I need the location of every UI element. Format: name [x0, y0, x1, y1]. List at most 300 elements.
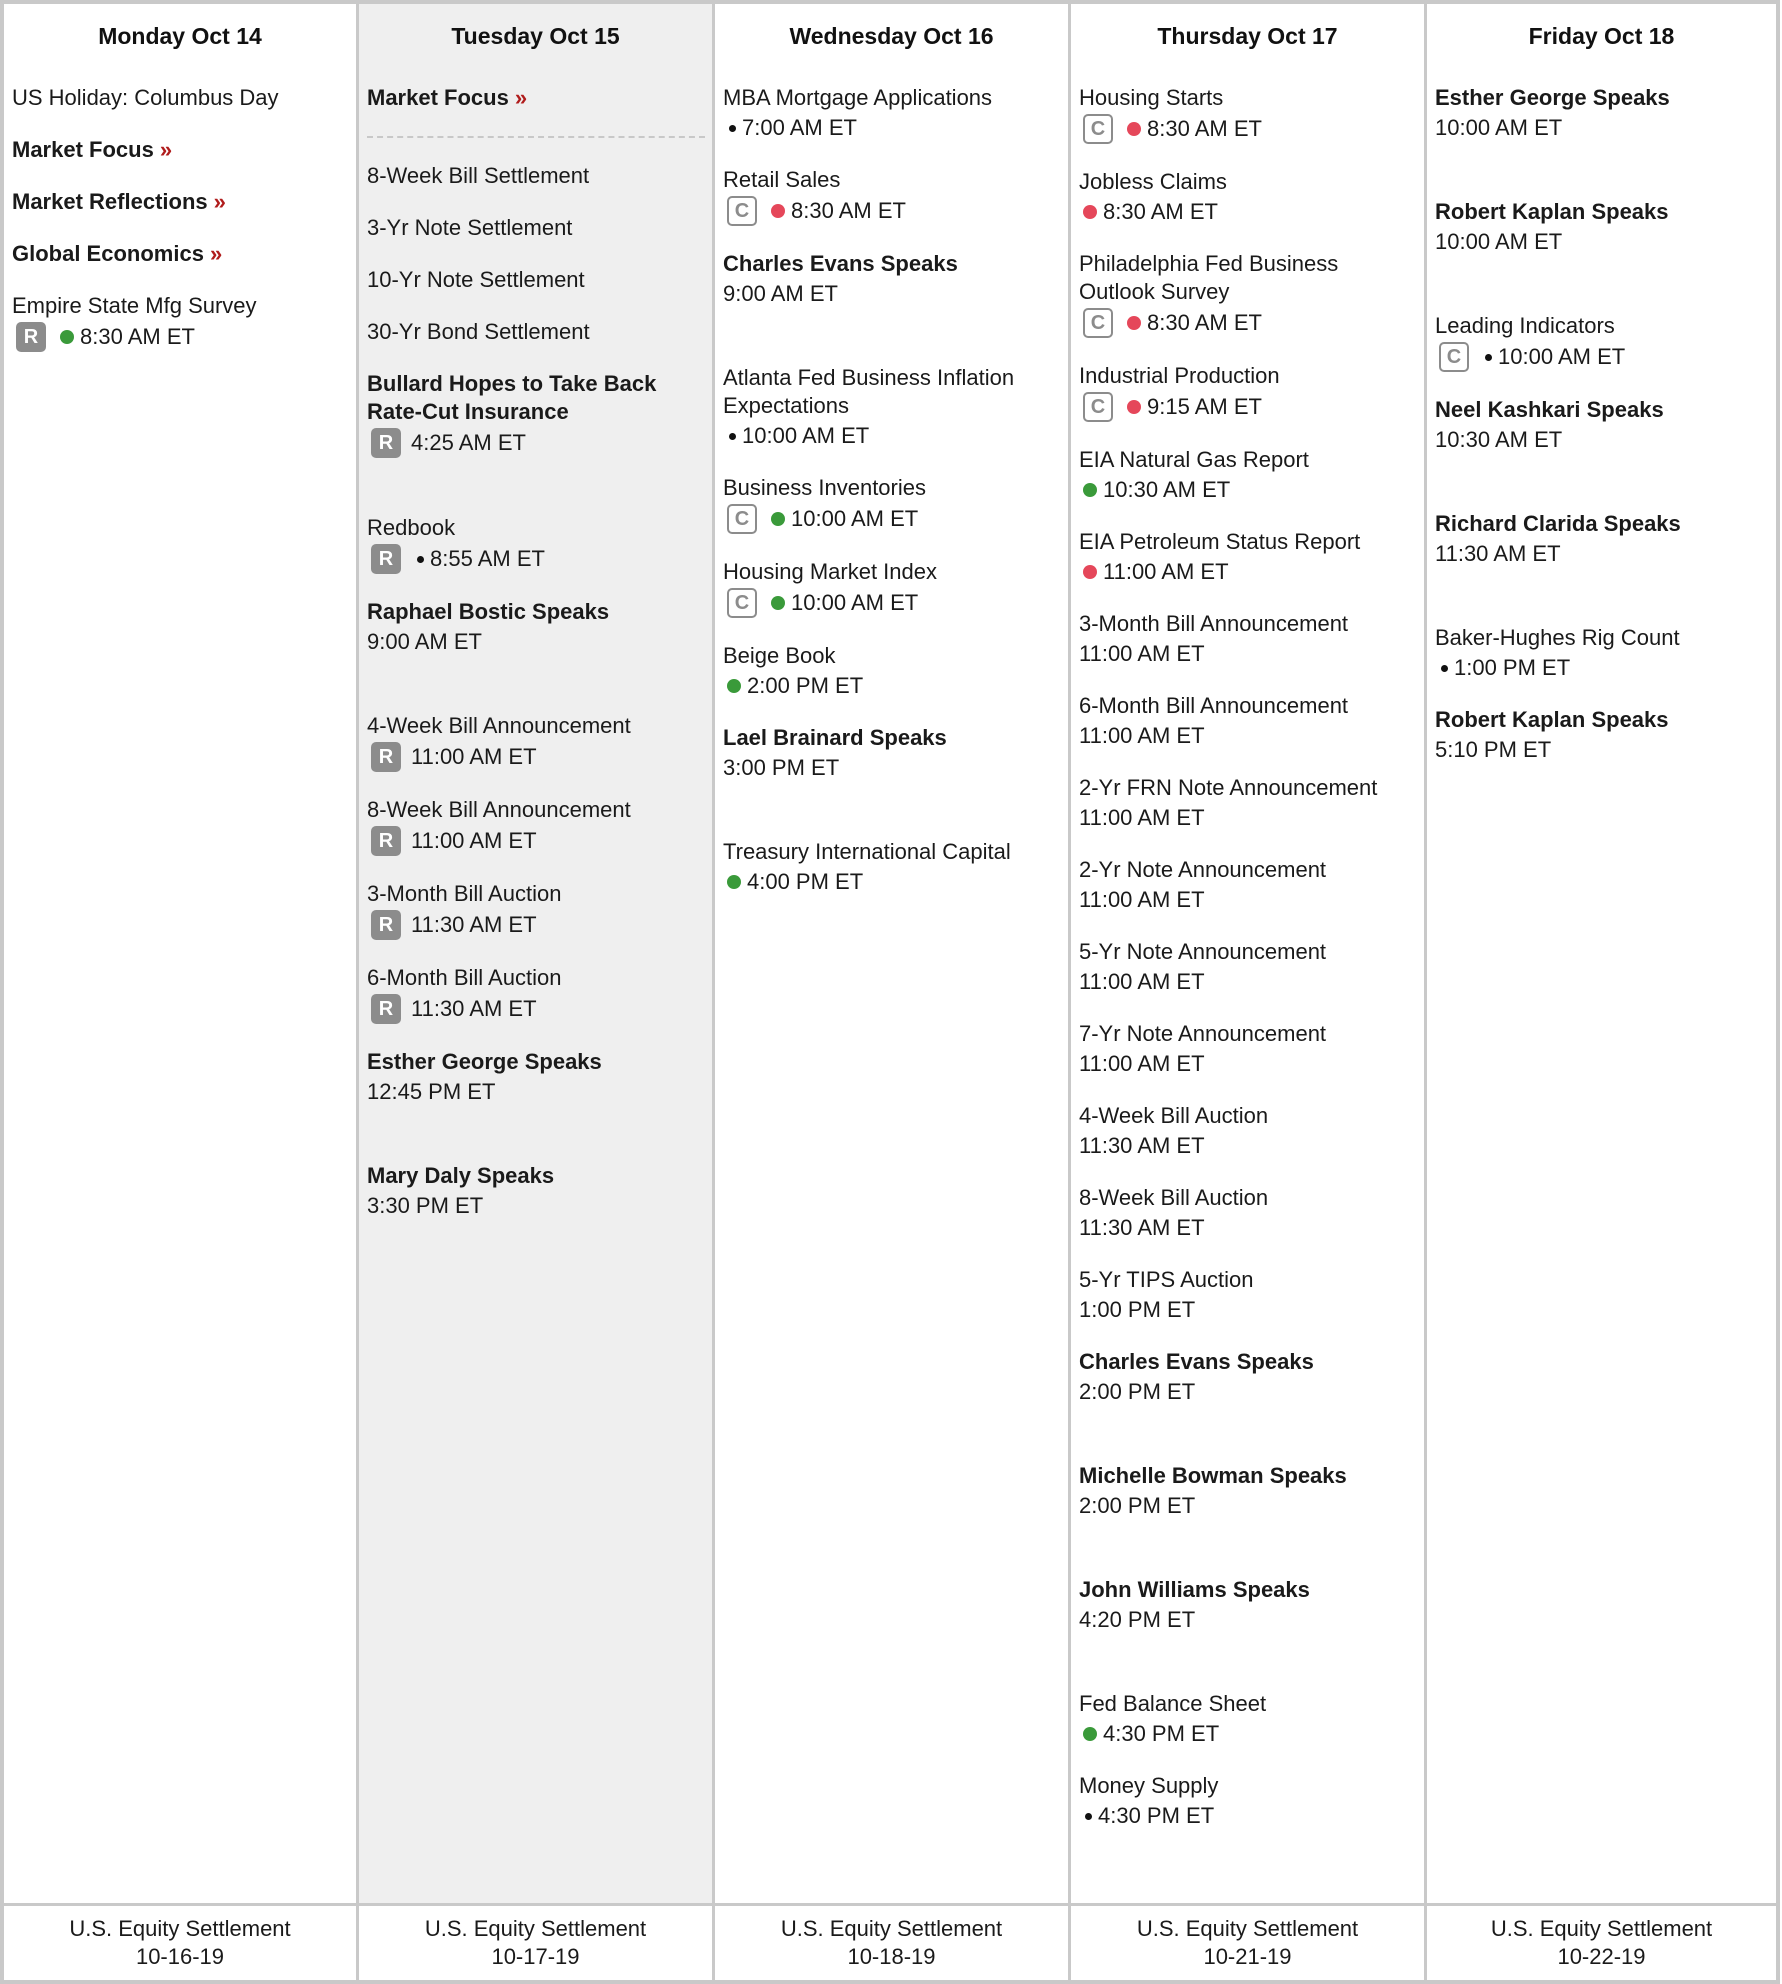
consensus-badge-icon[interactable]: C — [727, 588, 757, 618]
event-time: 4:20 PM ET — [1079, 1607, 1196, 1632]
consensus-badge-icon[interactable]: C — [1083, 114, 1113, 144]
event-time-row — [1435, 654, 1769, 682]
calendar-event[interactable] — [367, 964, 705, 1024]
day-header: Thursday Oct 17 — [1071, 0, 1424, 68]
event-title-text: EIA Natural Gas Report — [1079, 447, 1309, 472]
calendar-event[interactable] — [367, 318, 705, 346]
calendar-event[interactable] — [1079, 1348, 1417, 1406]
event-title-text: 7-Yr Note Announcement — [1079, 1021, 1327, 1046]
event-time-row — [723, 672, 1061, 700]
calendar-event[interactable] — [367, 796, 705, 856]
event-title — [1435, 396, 1769, 424]
event-title-text: Esther George Speaks — [1435, 85, 1670, 110]
event-time: 10:00 AM ET — [1498, 344, 1626, 369]
event-title — [1435, 198, 1769, 226]
event-time-row — [1079, 558, 1417, 586]
event-title-text: 8-Week Bill Announcement — [367, 797, 631, 822]
event-time: 4:00 PM ET — [747, 869, 864, 894]
green-dot-icon — [1083, 483, 1097, 497]
event-title — [367, 712, 705, 740]
calendar-event[interactable] — [1435, 624, 1769, 682]
calendar-event[interactable] — [1079, 938, 1417, 996]
event-title-text: 2-Yr FRN Note Announcement — [1079, 775, 1378, 800]
event-title-text: Charles Evans Speaks — [1079, 1349, 1314, 1374]
event-title — [723, 84, 1061, 112]
settlement-date: 10-21-19 — [1203, 1944, 1292, 1969]
event-title — [1079, 774, 1417, 802]
event-time: 10:30 AM ET — [1103, 477, 1231, 502]
event-time-row — [1079, 886, 1417, 914]
event-title-text: 8-Week Bill Auction — [1079, 1185, 1269, 1210]
calendar-event[interactable] — [1079, 250, 1417, 338]
calendar-event[interactable] — [1079, 84, 1417, 144]
event-time: 8:30 AM ET — [1147, 116, 1262, 141]
event-title-text: 4-Week Bill Auction — [1079, 1103, 1269, 1128]
settlement-date: 10-17-19 — [491, 1944, 580, 1969]
event-title — [367, 162, 705, 190]
green-dot-icon — [727, 875, 741, 889]
event-title[interactable] — [12, 188, 349, 216]
red-dot-icon — [1127, 122, 1141, 136]
event-time-row — [723, 588, 1061, 618]
calendar-event[interactable] — [367, 214, 705, 242]
calendar-event[interactable] — [1435, 706, 1769, 764]
event-time: 10:00 AM ET — [791, 590, 919, 615]
event-time-row — [1079, 308, 1417, 338]
event-time-row — [1079, 1378, 1417, 1406]
event-title — [1435, 706, 1769, 734]
event-title — [367, 1162, 705, 1190]
double-chevron-right-icon: » — [213, 189, 226, 214]
event-time: 8:55 AM ET — [430, 546, 545, 571]
event-time: 7:00 AM ET — [742, 115, 857, 140]
event-title-text: 30-Yr Bond Settlement — [367, 319, 590, 344]
calendar-event[interactable] — [367, 370, 705, 458]
black-dot-icon — [417, 556, 424, 563]
day-header: Tuesday Oct 15 — [359, 0, 712, 68]
event-time-row — [1079, 476, 1417, 504]
calendar-event[interactable] — [1079, 1102, 1417, 1160]
event-title — [1079, 1690, 1417, 1718]
event-time-row — [367, 544, 705, 574]
event-time: 12:45 PM ET — [367, 1079, 496, 1104]
event-title-text: Jobless Claims — [1079, 169, 1227, 194]
event-time: 4:25 AM ET — [411, 430, 526, 455]
event-title-text: EIA Petroleum Status Report — [1079, 529, 1361, 554]
event-time-row — [1079, 640, 1417, 668]
event-time-row — [1079, 804, 1417, 832]
event-time-row — [1079, 968, 1417, 996]
calendar-event[interactable] — [367, 514, 705, 574]
event-time: 2:00 PM ET — [1079, 1379, 1196, 1404]
event-title-text: Robert Kaplan Speaks — [1435, 707, 1669, 732]
event-title — [1079, 610, 1417, 638]
event-title-text: Market Focus — [12, 137, 154, 162]
day-events — [4, 68, 356, 1903]
event-title-text: Charles Evans Speaks — [723, 251, 958, 276]
event-time-row — [1079, 392, 1417, 422]
event-time-row — [1079, 722, 1417, 750]
event-time-row — [1435, 736, 1769, 764]
event-time: 9:00 AM ET — [723, 281, 838, 306]
event-title — [1079, 168, 1417, 196]
calendar-event[interactable] — [1079, 1690, 1417, 1748]
event-time-row — [1079, 198, 1417, 226]
red-dot-icon — [1127, 316, 1141, 330]
event-title-text: Treasury International Capital — [723, 839, 1011, 864]
event-time-row — [1079, 1492, 1417, 1520]
event-title[interactable] — [367, 84, 705, 112]
event-title — [367, 514, 705, 542]
event-title-text: 3-Month Bill Announcement — [1079, 611, 1349, 636]
day-column-wednesday-oct-16 — [712, 0, 1068, 1984]
calendar-event[interactable] — [1079, 168, 1417, 226]
event-title-text: US Holiday: Columbus Day — [12, 85, 279, 110]
calendar-event[interactable] — [1435, 84, 1769, 142]
event-title — [367, 266, 705, 294]
green-dot-icon — [1083, 1727, 1097, 1741]
event-title — [1079, 528, 1417, 556]
event-title — [12, 292, 349, 320]
day-column-friday-oct-18 — [1424, 0, 1780, 1984]
event-time: 9:00 AM ET — [367, 629, 482, 654]
double-chevron-right-icon: » — [159, 137, 173, 162]
event-title-text: 4-Week Bill Announcement — [367, 713, 631, 738]
event-title-text: 6-Month Bill Auction — [367, 965, 562, 990]
event-time: 9:15 AM ET — [1147, 394, 1262, 419]
event-time-row — [723, 280, 1061, 308]
day-header: Wednesday Oct 16 — [715, 0, 1068, 68]
event-title-text: Housing Market Index — [723, 559, 937, 584]
event-title-text: Business Inventories — [723, 475, 926, 500]
consensus-badge-icon[interactable]: C — [1083, 392, 1113, 422]
calendar-event[interactable] — [1079, 1266, 1417, 1324]
event-time: 10:00 AM ET — [1435, 229, 1563, 254]
event-time-row — [723, 196, 1061, 226]
event-time-row — [1079, 1050, 1417, 1078]
event-title — [1079, 856, 1417, 884]
event-time: 11:00 AM ET — [1103, 559, 1229, 584]
event-time: 11:30 AM ET — [1435, 541, 1561, 566]
calendar-event[interactable] — [367, 1162, 705, 1220]
consensus-badge-icon[interactable]: C — [1439, 342, 1469, 372]
event-title-text: Richard Clarida Speaks — [1435, 511, 1681, 536]
calendar-event[interactable] — [1079, 1772, 1417, 1830]
calendar-event[interactable] — [12, 292, 349, 352]
event-title-text: Baker-Hughes Rig Count — [1435, 625, 1680, 650]
equity-settlement-footer — [1427, 1903, 1776, 1984]
red-dot-icon — [1083, 205, 1097, 219]
event-time: 10:00 AM ET — [1435, 115, 1563, 140]
event-title — [723, 364, 1061, 420]
day-header: Monday Oct 14 — [4, 0, 356, 68]
event-time-row — [1079, 1296, 1417, 1324]
settlement-date: 10-22-19 — [1557, 1944, 1646, 1969]
equity-settlement-footer — [359, 1903, 712, 1984]
nav-link-market-reflections[interactable] — [12, 188, 349, 216]
event-title-text: 8-Week Bill Settlement — [367, 163, 590, 188]
event-time: 3:00 PM ET — [723, 755, 840, 780]
calendar-event[interactable] — [1079, 610, 1417, 668]
event-time: 11:00 AM ET — [411, 828, 537, 853]
event-title-text: 6-Month Bill Announcement — [1079, 693, 1349, 718]
calendar-event[interactable] — [1079, 528, 1417, 586]
event-time-row — [1435, 228, 1769, 256]
black-dot-icon — [1441, 665, 1448, 672]
event-title-text: Fed Balance Sheet — [1079, 1691, 1267, 1716]
event-time-row — [367, 910, 705, 940]
day-events — [715, 68, 1068, 1903]
event-title-text: Robert Kaplan Speaks — [1435, 199, 1669, 224]
event-title[interactable] — [12, 136, 349, 164]
event-title-text: 3-Month Bill Auction — [367, 881, 562, 906]
event-time: 8:30 AM ET — [80, 324, 195, 349]
calendar-event[interactable] — [1079, 1576, 1417, 1634]
nav-link-global-economics[interactable] — [12, 240, 349, 268]
event-time: 4:30 PM ET — [1098, 1803, 1215, 1828]
revised-badge-icon[interactable]: R — [371, 994, 401, 1024]
event-title — [1079, 84, 1417, 112]
event-title — [367, 796, 705, 824]
event-time: 11:30 AM ET — [411, 912, 537, 937]
event-time-row — [723, 868, 1061, 896]
event-time: 11:00 AM ET — [1079, 641, 1205, 666]
event-title-text: Beige Book — [723, 643, 836, 668]
event-title — [367, 598, 705, 626]
event-title — [1079, 1020, 1417, 1048]
calendar-event[interactable] — [1079, 1184, 1417, 1242]
calendar-event[interactable] — [367, 712, 705, 772]
event-title-text: Retail Sales — [723, 167, 841, 192]
event-title — [367, 318, 705, 346]
nav-link-market-focus[interactable] — [12, 136, 349, 164]
event-time: 11:00 AM ET — [1079, 1051, 1205, 1076]
day-column-monday-oct-14 — [0, 0, 356, 1984]
settlement-date: 10-18-19 — [847, 1944, 936, 1969]
event-title-text: 5-Yr TIPS Auction — [1079, 1267, 1254, 1292]
calendar-event[interactable] — [723, 84, 1061, 142]
event-time-row — [367, 428, 705, 458]
settlement-label: U.S. Equity Settlement — [1136, 1916, 1359, 1941]
settlement-label: U.S. Equity Settlement — [1490, 1916, 1713, 1941]
event-time: 3:30 PM ET — [367, 1193, 484, 1218]
calendar-event[interactable] — [1435, 198, 1769, 256]
event-title-text: Atlanta Fed Business Inflation Expectations — [723, 365, 1015, 418]
event-time: 2:00 PM ET — [747, 673, 864, 698]
event-time: 10:00 AM ET — [791, 506, 919, 531]
calendar-event[interactable] — [12, 84, 349, 112]
day-column-thursday-oct-17 — [1068, 0, 1424, 1984]
event-time-row — [1079, 1214, 1417, 1242]
equity-settlement-footer — [1071, 1903, 1424, 1984]
event-time-row — [367, 994, 705, 1024]
event-title-text: Leading Indicators — [1435, 313, 1615, 338]
double-chevron-right-icon: » — [514, 85, 528, 110]
calendar-event[interactable] — [367, 1048, 705, 1106]
calendar-event[interactable] — [367, 266, 705, 294]
revised-badge-icon[interactable]: R — [371, 910, 401, 940]
calendar-event[interactable] — [723, 642, 1061, 700]
event-time: 8:30 AM ET — [791, 198, 906, 223]
event-time: 11:00 AM ET — [1079, 887, 1205, 912]
event-title — [367, 214, 705, 242]
day-column-tuesday-oct-15 — [356, 0, 712, 1984]
event-time-row — [12, 322, 349, 352]
revised-badge-icon[interactable]: R — [371, 544, 401, 574]
event-title — [1435, 312, 1769, 340]
event-time-row — [1079, 1720, 1417, 1748]
event-time-row — [1435, 426, 1769, 454]
event-title — [367, 964, 705, 992]
calendar-event[interactable] — [1079, 1020, 1417, 1078]
event-time: 1:00 PM ET — [1079, 1297, 1196, 1322]
event-title-text: Money Supply — [1079, 1773, 1219, 1798]
event-time: 10:00 AM ET — [742, 423, 870, 448]
event-title-text: Industrial Production — [1079, 363, 1280, 388]
event-time: 8:30 AM ET — [1103, 199, 1218, 224]
calendar-event[interactable] — [1079, 856, 1417, 914]
day-events — [359, 68, 712, 1903]
event-title-text: Empire State Mfg Survey — [12, 293, 257, 318]
event-title — [1079, 446, 1417, 474]
calendar-event[interactable] — [367, 598, 705, 656]
calendar-event[interactable] — [723, 724, 1061, 782]
event-time-row — [367, 1192, 705, 1220]
event-title — [1079, 1576, 1417, 1604]
calendar-event[interactable] — [1435, 510, 1769, 568]
event-title-text: Mary Daly Speaks — [367, 1163, 555, 1188]
event-title-text: Philadelphia Fed Business Outlook Survey — [1079, 251, 1339, 304]
calendar-event[interactable] — [1079, 446, 1417, 504]
event-time: 8:30 AM ET — [1147, 310, 1262, 335]
event-title — [1079, 362, 1417, 390]
event-time-row — [367, 826, 705, 856]
event-title — [1435, 510, 1769, 538]
event-title — [1079, 938, 1417, 966]
consensus-badge-icon[interactable]: C — [727, 196, 757, 226]
event-time-row — [723, 754, 1061, 782]
event-title — [1079, 250, 1417, 306]
event-title — [1079, 1772, 1417, 1800]
event-time-row — [367, 628, 705, 656]
event-time-row — [1079, 114, 1417, 144]
event-time-row — [367, 742, 705, 772]
calendar-event[interactable] — [723, 364, 1061, 450]
calendar-event[interactable] — [723, 250, 1061, 308]
event-time: 11:30 AM ET — [1079, 1133, 1205, 1158]
event-title-text: Bullard Hopes to Take Back Rate-Cut Insurance — [367, 371, 657, 424]
revised-badge-icon[interactable]: R — [16, 322, 46, 352]
event-title — [367, 1048, 705, 1076]
calendar-event[interactable] — [1079, 362, 1417, 422]
event-time-row — [367, 1078, 705, 1106]
double-chevron-right-icon: » — [209, 241, 223, 266]
revised-badge-icon[interactable]: R — [371, 742, 401, 772]
day-events — [1071, 68, 1424, 1903]
event-time-row — [723, 114, 1061, 142]
event-title — [1079, 1102, 1417, 1130]
revised-badge-icon[interactable]: R — [371, 826, 401, 856]
black-dot-icon — [729, 125, 736, 132]
event-title — [1079, 1348, 1417, 1376]
event-title — [723, 558, 1061, 586]
red-dot-icon — [1083, 565, 1097, 579]
revised-badge-icon[interactable]: R — [371, 428, 401, 458]
event-title-text: 5-Yr Note Announcement — [1079, 939, 1327, 964]
event-title-text: John Williams Speaks — [1079, 1577, 1310, 1602]
event-time: 10:30 AM ET — [1435, 427, 1563, 452]
green-dot-icon — [771, 512, 785, 526]
event-time: 11:30 AM ET — [411, 996, 537, 1021]
event-title — [1435, 624, 1769, 652]
event-title — [1079, 1184, 1417, 1212]
event-title — [723, 474, 1061, 502]
event-time: 1:00 PM ET — [1454, 655, 1571, 680]
event-title-text: Market Focus — [367, 85, 509, 110]
event-title-text: Market Reflections — [12, 189, 208, 214]
green-dot-icon — [771, 596, 785, 610]
event-title — [1079, 1462, 1417, 1490]
event-time: 11:30 AM ET — [1079, 1215, 1205, 1240]
calendar-event[interactable] — [723, 558, 1061, 618]
event-title-text: Global Economics — [12, 241, 204, 266]
event-title — [723, 250, 1061, 278]
event-title — [723, 166, 1061, 194]
event-time: 11:00 AM ET — [1079, 805, 1205, 830]
event-title-text: 3-Yr Note Settlement — [367, 215, 573, 240]
calendar-event[interactable] — [1079, 692, 1417, 750]
consensus-badge-icon[interactable]: C — [1083, 308, 1113, 338]
black-dot-icon — [1085, 1813, 1092, 1820]
calendar-event[interactable] — [723, 838, 1061, 896]
event-title-text: Lael Brainard Speaks — [723, 725, 947, 750]
red-dot-icon — [771, 204, 785, 218]
event-title — [723, 838, 1061, 866]
settlement-date: 10-16-19 — [135, 1944, 225, 1969]
red-dot-icon — [1127, 400, 1141, 414]
black-dot-icon — [1485, 354, 1492, 361]
calendar-event[interactable] — [1079, 774, 1417, 832]
event-title[interactable] — [12, 240, 349, 268]
calendar-event[interactable] — [1435, 396, 1769, 454]
event-title-text: 2-Yr Note Announcement — [1079, 857, 1327, 882]
calendar-event[interactable] — [723, 474, 1061, 534]
event-time: 11:00 AM ET — [1079, 723, 1205, 748]
calendar-event[interactable] — [367, 162, 705, 190]
calendar-event[interactable] — [723, 166, 1061, 226]
nav-link-market-focus[interactable] — [367, 84, 705, 138]
event-time: 5:10 PM ET — [1435, 737, 1552, 762]
event-time-row — [723, 504, 1061, 534]
black-dot-icon — [729, 433, 736, 440]
calendar-event[interactable] — [367, 880, 705, 940]
green-dot-icon — [727, 679, 741, 693]
event-title — [1079, 1266, 1417, 1294]
event-time: 11:00 AM ET — [1079, 969, 1205, 994]
calendar-event[interactable] — [1435, 312, 1769, 372]
calendar-event[interactable] — [1079, 1462, 1417, 1520]
consensus-badge-icon[interactable]: C — [727, 504, 757, 534]
settlement-label: U.S. Equity Settlement — [780, 1916, 1003, 1941]
event-time-row — [1079, 1802, 1417, 1830]
event-title-text: Neel Kashkari Speaks — [1435, 397, 1664, 422]
event-time-row — [1079, 1132, 1417, 1160]
day-events — [1427, 68, 1776, 1903]
event-time: 11:00 AM ET — [411, 744, 537, 769]
event-title-text: MBA Mortgage Applications — [723, 85, 993, 110]
event-time-row — [1435, 342, 1769, 372]
event-title — [723, 724, 1061, 752]
